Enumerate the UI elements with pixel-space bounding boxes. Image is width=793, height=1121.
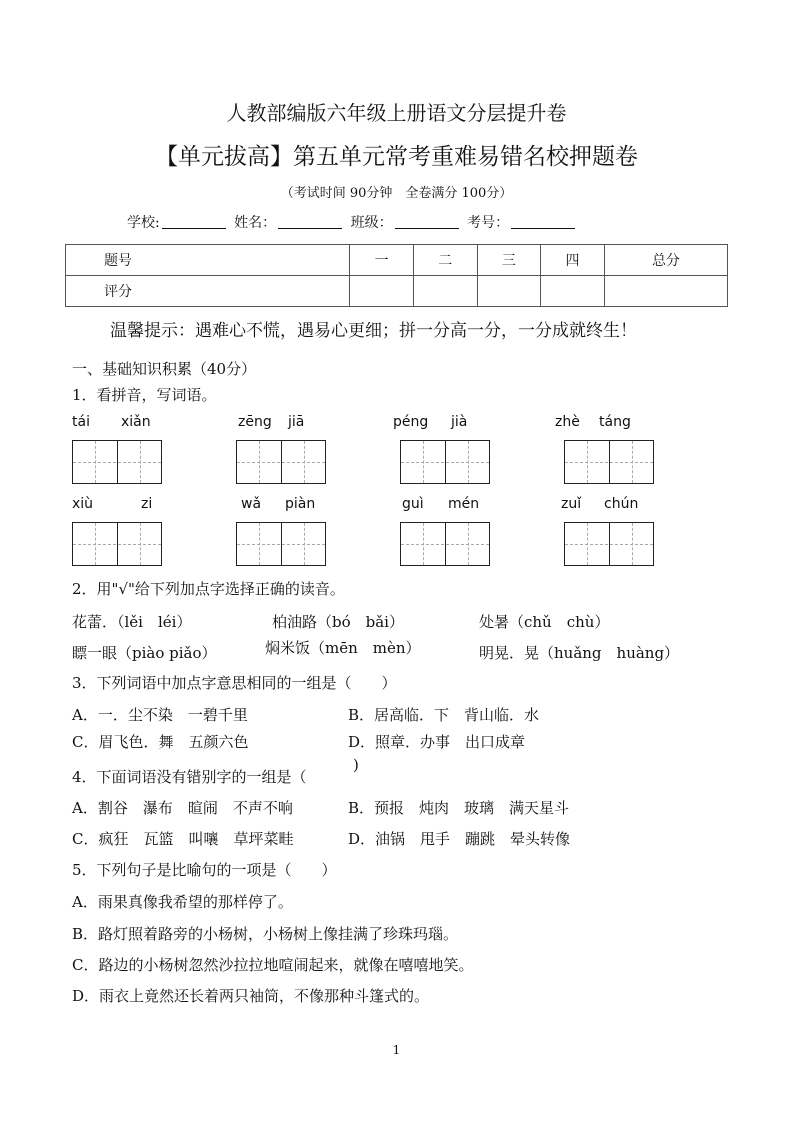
table-header-cell: 二 <box>413 245 477 276</box>
q4-option-d: D．油锅 甩手 蹦跳 晕头转像 <box>348 830 571 848</box>
class-blank[interactable] <box>395 214 459 229</box>
q2-item: 瞟一眼（piào piǎo） <box>72 644 217 662</box>
score-table <box>65 244 728 307</box>
exam-title: 人教部编版六年级上册语文分层提升卷 <box>226 101 567 125</box>
score-table-header-row <box>66 245 728 276</box>
exam-subtitle: 【单元拔高】第五单元常考重难易错名校押题卷 <box>155 144 638 170</box>
writing-grid[interactable] <box>236 522 326 566</box>
score-cell[interactable] <box>541 276 605 307</box>
pinyin-label: xiǎn <box>121 414 151 430</box>
q2-item: 处暑（chǔ chù） <box>479 613 610 631</box>
q3-option-d: D．照章．办事 出口成章 <box>348 733 526 751</box>
q4-option-c: C．疯狂 瓦篮 叫嚷 草坪菜畦 <box>72 830 294 848</box>
section1-heading: 一、基础知识积累（40分） <box>72 360 257 378</box>
table-header-cell: 总分 <box>604 245 727 276</box>
score-cell[interactable] <box>350 276 414 307</box>
q2-item: 柏油路（bó bǎi） <box>272 613 404 631</box>
q3-option-c: C．眉飞色．舞 五颜六色 <box>72 733 249 751</box>
exam-info: （考试时间 90分钟 全卷满分 100分） <box>280 186 513 201</box>
q5-text: 5．下列句子是比喻句的一项是（ ） <box>72 861 337 879</box>
q4-option-a: A．割谷 瀑布 暄闹 不声不响 <box>72 799 293 817</box>
page-number: 1 <box>392 1043 401 1057</box>
writing-grid[interactable] <box>236 440 326 484</box>
score-cell[interactable] <box>604 276 727 307</box>
writing-grid[interactable] <box>72 522 162 566</box>
school-label: 学校: <box>127 215 160 231</box>
q5-option-a: A．雨果真像我希望的那样停了。 <box>72 893 293 911</box>
q2-item: 明晃．晃（huǎng huàng） <box>479 644 680 662</box>
pinyin-label: piàn <box>285 496 316 512</box>
class-label: 班级： <box>350 215 393 231</box>
writing-grid[interactable] <box>72 440 162 484</box>
pinyin-label: jiā <box>288 414 305 430</box>
pinyin-label: zēng <box>238 414 272 430</box>
score-row-label: 评分 <box>66 276 350 307</box>
pinyin-label: jià <box>451 414 468 430</box>
q3-text: 3．下列词语中加点字意思相同的一组是（ ） <box>72 674 397 692</box>
name-label: 姓名： <box>234 215 277 231</box>
writing-grid[interactable] <box>564 440 654 484</box>
pinyin-label: táng <box>599 414 631 430</box>
table-header-cell: 一 <box>350 245 414 276</box>
pinyin-label: chún <box>604 496 639 512</box>
student-info-fields <box>127 212 579 232</box>
pinyin-label: zuǐ <box>561 496 582 512</box>
q3-option-b: B．居高临．下 背山临．水 <box>348 706 540 724</box>
name-blank[interactable] <box>278 214 342 229</box>
pinyin-label: xiù <box>72 496 94 512</box>
q2-item: 焖米饭（mēn mèn） <box>265 639 421 657</box>
table-header-cell: 题号 <box>66 245 350 276</box>
q4-text: 4．下面词语没有错别字的一组是（ <box>72 768 307 786</box>
table-header-cell: 三 <box>477 245 541 276</box>
q3-option-a: A．一．尘不染 一碧千里 <box>72 706 248 724</box>
pinyin-label: péng <box>393 414 429 430</box>
table-header-cell: 四 <box>541 245 605 276</box>
school-blank[interactable] <box>162 214 226 229</box>
tip-text: 温馨提示：遇难心不慌，遇易心更细；拼一分高一分，一分成就终生！ <box>110 321 637 341</box>
number-label: 考号： <box>467 215 510 231</box>
number-blank[interactable] <box>511 214 575 229</box>
score-table-row <box>66 276 728 307</box>
pinyin-label: wǎ <box>241 496 262 512</box>
q2-text: 2．用"√"给下列加点字选择正确的读音。 <box>72 580 345 598</box>
pinyin-label: mén <box>448 496 480 512</box>
writing-grid[interactable] <box>400 522 490 566</box>
q4-option-b: B．预报 炖肉 玻璃 满天星斗 <box>348 799 570 817</box>
pinyin-label: zi <box>141 496 153 512</box>
pinyin-label: zhè <box>555 414 580 430</box>
q3-trailing-paren: ) <box>353 756 359 774</box>
q5-option-c: C．路边的小杨树忽然沙拉拉地喧闹起来，就像在嘻嘻地笑。 <box>72 956 474 974</box>
score-cell[interactable] <box>413 276 477 307</box>
pinyin-label: tái <box>72 414 90 430</box>
writing-grid[interactable] <box>564 522 654 566</box>
q5-option-d: D．雨衣上竟然还长着两只袖筒，不像那种斗篷式的。 <box>72 987 430 1005</box>
q5-option-b: B．路灯照着路旁的小杨树，小杨树上像挂满了珍珠玛瑙。 <box>72 925 459 943</box>
writing-grid[interactable] <box>400 440 490 484</box>
score-cell[interactable] <box>477 276 541 307</box>
q1-text: 1．看拼音，写词语。 <box>72 386 217 404</box>
q2-item: 花蕾．（lěi léi） <box>72 613 192 631</box>
pinyin-label: guì <box>402 496 424 512</box>
